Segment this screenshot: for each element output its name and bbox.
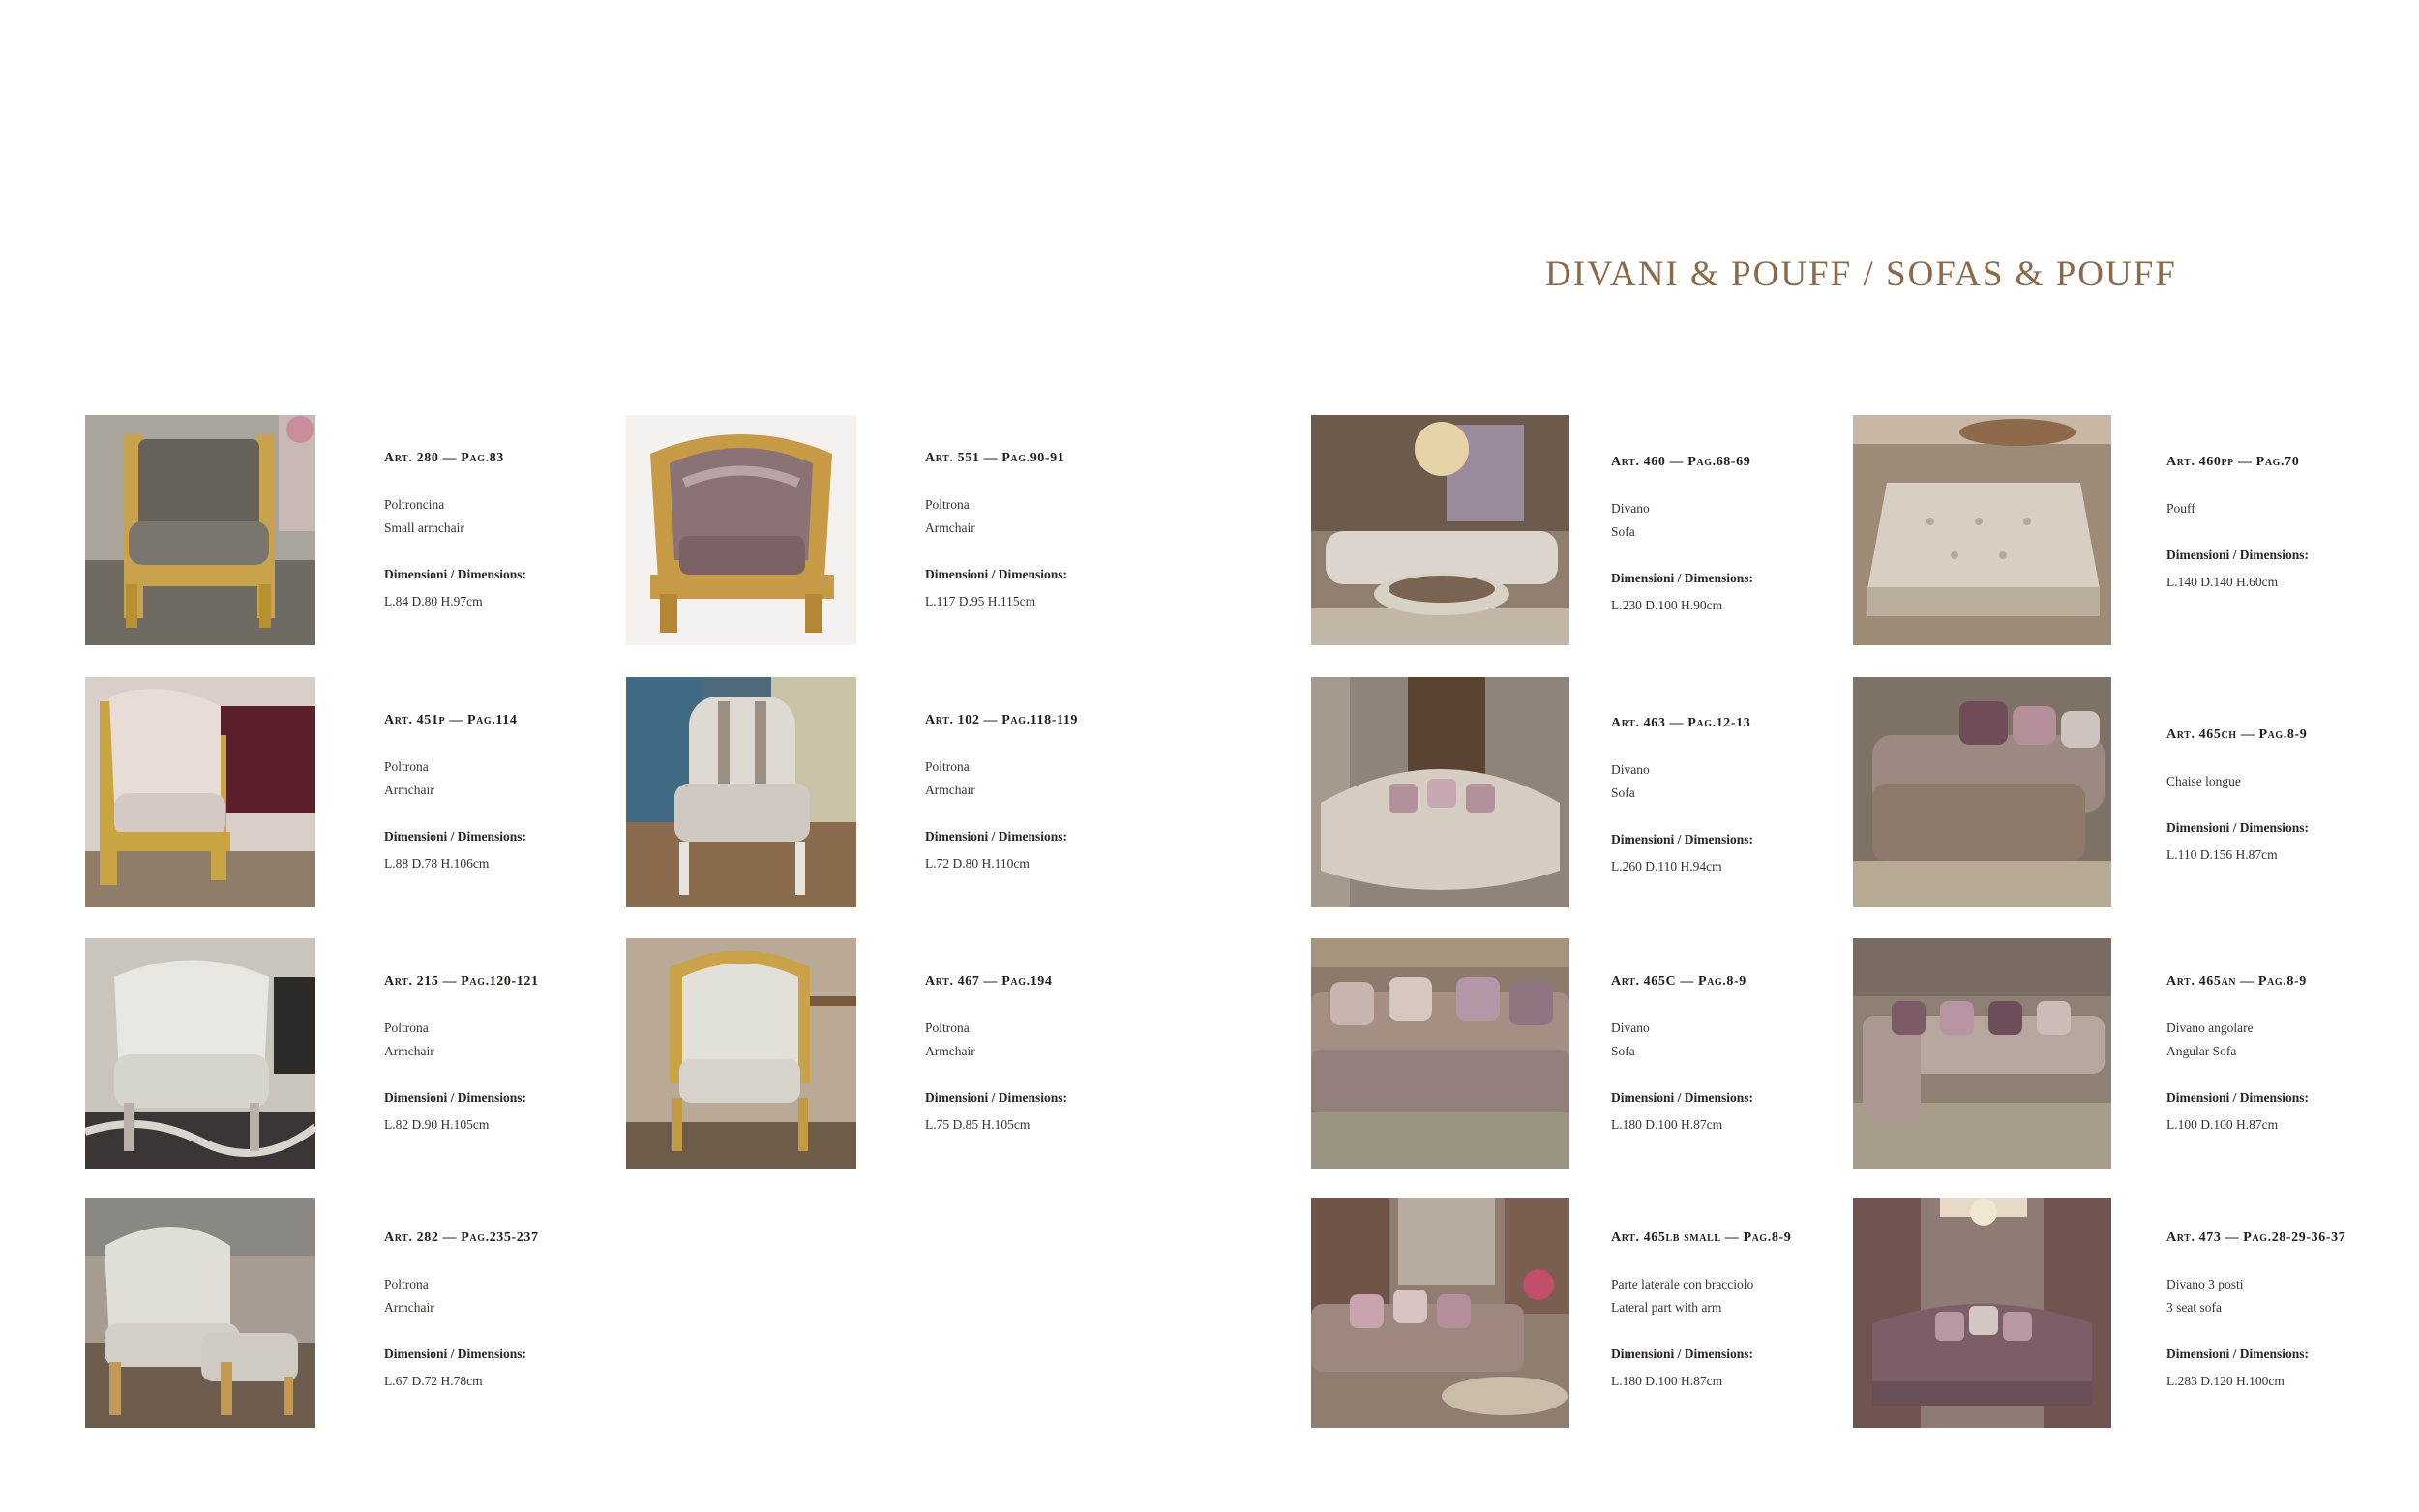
product-name-en: Armchair bbox=[925, 1044, 975, 1058]
product-name-it: Divano 3 posti bbox=[2166, 1277, 2244, 1291]
dimensions-label: Dimensioni / Dimensions: bbox=[384, 1347, 527, 1361]
product-info bbox=[384, 970, 636, 1137]
product-name-en: Lateral part with arm bbox=[1611, 1300, 1722, 1315]
product-name-en: Armchair bbox=[384, 783, 434, 797]
product-name-en: Armchair bbox=[925, 520, 975, 535]
product-dimensions: L.110 D.156 H.87cm bbox=[2166, 847, 2278, 862]
product-photo-armchair-gold bbox=[85, 415, 315, 645]
product-photo-sofa bbox=[1311, 938, 1569, 1169]
product-name-it: Divano bbox=[1611, 762, 1650, 777]
product-art: Art. 282 — Pag.235-237 bbox=[384, 1230, 539, 1245]
product-art: Art. 215 — Pag.120-121 bbox=[384, 974, 539, 989]
dimensions-label: Dimensioni / Dimensions: bbox=[2166, 820, 2310, 835]
product-dimensions: L.283 D.120 H.100cm bbox=[2166, 1374, 2285, 1388]
product-name-it: Divano bbox=[1611, 501, 1650, 516]
dimensions-label: Dimensioni / Dimensions: bbox=[1611, 1347, 1754, 1361]
product-art: Art. 465lb small — Pag.8-9 bbox=[1611, 1230, 1792, 1245]
product-name-it: Poltrona bbox=[925, 759, 970, 774]
product-photo-sofa-curved bbox=[1311, 677, 1569, 907]
product-info bbox=[2166, 1227, 2418, 1393]
product-name-it: Parte laterale con bracciolo bbox=[1611, 1277, 1754, 1291]
product-info bbox=[2166, 970, 2418, 1137]
product-info bbox=[384, 1227, 636, 1393]
product-info bbox=[384, 709, 636, 875]
product-photo-sofa-3-seat bbox=[1853, 1198, 2111, 1428]
product-art: Art. 280 — Pag.83 bbox=[384, 451, 504, 465]
dimensions-label: Dimensioni / Dimensions: bbox=[1611, 832, 1754, 846]
product-photo-armchair-carved bbox=[626, 415, 856, 645]
dimensions-label: Dimensioni / Dimensions: bbox=[384, 829, 527, 844]
product-info bbox=[2166, 724, 2418, 867]
product-art: Art. 451p — Pag.114 bbox=[384, 713, 518, 727]
product-name-en: Armchair bbox=[384, 1044, 434, 1058]
product-photo-armchair-floral bbox=[85, 677, 315, 907]
product-photo-armchair-wingback bbox=[626, 938, 856, 1169]
product-dimensions: L.117 D.95 H.115cm bbox=[925, 594, 1036, 608]
product-name-en: Small armchair bbox=[384, 520, 464, 535]
dimensions-label: Dimensioni / Dimensions: bbox=[1611, 571, 1754, 585]
dimensions-label: Dimensioni / Dimensions: bbox=[2166, 548, 2310, 562]
product-name-en: Angular Sofa bbox=[2166, 1044, 2237, 1058]
product-dimensions: L.84 D.80 H.97cm bbox=[384, 594, 483, 608]
product-name-it: Divano bbox=[1611, 1021, 1650, 1035]
product-info bbox=[2166, 451, 2418, 594]
product-photo-armchair-silver bbox=[85, 938, 315, 1169]
product-info bbox=[1611, 1227, 1863, 1393]
product-art: Art. 463 — Pag.12-13 bbox=[1611, 716, 1751, 730]
product-name-it: Chaise longue bbox=[2166, 774, 2241, 788]
product-dimensions: L.180 D.100 H.87cm bbox=[1611, 1374, 1723, 1388]
product-name-en: Sofa bbox=[1611, 524, 1635, 539]
product-name-it: Poltrona bbox=[925, 497, 970, 512]
product-art: Art. 467 — Pag.194 bbox=[925, 974, 1053, 989]
product-dimensions: L.75 D.85 H.105cm bbox=[925, 1117, 1030, 1132]
product-photo-armchair-striped bbox=[626, 677, 856, 907]
dimensions-label: Dimensioni / Dimensions: bbox=[925, 1090, 1068, 1105]
product-name-it: Poltrona bbox=[384, 1021, 429, 1035]
product-dimensions: L.180 D.100 H.87cm bbox=[1611, 1117, 1723, 1132]
product-name-en: Armchair bbox=[384, 1300, 434, 1315]
product-dimensions: L.72 D.80 H.110cm bbox=[925, 856, 1030, 871]
product-art: Art. 102 — Pag.118-119 bbox=[925, 713, 1079, 727]
product-photo-armchair-tufted bbox=[85, 1198, 315, 1428]
product-dimensions: L.88 D.78 H.106cm bbox=[384, 856, 490, 871]
dimensions-label: Dimensioni / Dimensions: bbox=[925, 567, 1068, 581]
product-info bbox=[925, 709, 1177, 875]
dimensions-label: Dimensioni / Dimensions: bbox=[2166, 1347, 2310, 1361]
product-art: Art. 465C — Pag.8-9 bbox=[1611, 974, 1747, 989]
product-art: Art. 460pp — Pag.70 bbox=[2166, 455, 2300, 469]
product-info bbox=[1611, 970, 1863, 1137]
product-info bbox=[1611, 451, 1863, 617]
product-info bbox=[384, 447, 636, 613]
product-art: Art. 465ch — Pag.8-9 bbox=[2166, 727, 2308, 742]
product-photo-chaise-longue bbox=[1853, 677, 2111, 907]
page-title: DIVANI & POUFF / SOFAS & POUFF bbox=[1545, 254, 2177, 294]
dimensions-label: Dimensioni / Dimensions: bbox=[384, 1090, 527, 1105]
dimensions-label: Dimensioni / Dimensions: bbox=[384, 567, 527, 581]
product-photo-sofa-lateral bbox=[1311, 1198, 1569, 1428]
product-dimensions: L.140 D.140 H.60cm bbox=[2166, 575, 2279, 589]
product-photo-sofa-chandelier bbox=[1311, 415, 1569, 645]
product-dimensions: L.82 D.90 H.105cm bbox=[384, 1117, 490, 1132]
dimensions-label: Dimensioni / Dimensions: bbox=[925, 829, 1068, 844]
product-art: Art. 465an — Pag.8-9 bbox=[2166, 974, 2307, 989]
product-name-it: Divano angolare bbox=[2166, 1021, 2254, 1035]
product-info bbox=[925, 447, 1177, 613]
product-name-it: Poltrona bbox=[925, 1021, 970, 1035]
product-name-en: 3 seat sofa bbox=[2166, 1300, 2222, 1315]
product-name-en: Armchair bbox=[925, 783, 975, 797]
product-info bbox=[925, 970, 1177, 1137]
product-dimensions: L.260 D.110 H.94cm bbox=[1611, 859, 1722, 874]
product-name-it: Poltrona bbox=[384, 1277, 429, 1291]
product-photo-pouff bbox=[1853, 415, 2111, 645]
dimensions-label: Dimensioni / Dimensions: bbox=[1611, 1090, 1754, 1105]
product-dimensions: L.100 D.100 H.87cm bbox=[2166, 1117, 2279, 1132]
product-name-it: Pouff bbox=[2166, 501, 2195, 516]
product-art: Art. 473 — Pag.28-29-36-37 bbox=[2166, 1230, 2346, 1245]
product-dimensions: L.230 D.100 H.90cm bbox=[1611, 598, 1723, 612]
product-name-it: Poltroncina bbox=[384, 497, 445, 512]
product-name-en: Sofa bbox=[1611, 1044, 1635, 1058]
product-photo-angular-sofa bbox=[1853, 938, 2111, 1169]
dimensions-label: Dimensioni / Dimensions: bbox=[2166, 1090, 2310, 1105]
product-dimensions: L.67 D.72 H.78cm bbox=[384, 1374, 483, 1388]
product-info bbox=[1611, 712, 1863, 878]
product-name-it: Poltrona bbox=[384, 759, 429, 774]
product-art: Art. 460 — Pag.68-69 bbox=[1611, 455, 1751, 469]
product-name-en: Sofa bbox=[1611, 786, 1635, 800]
product-art: Art. 551 — Pag.90-91 bbox=[925, 451, 1065, 465]
